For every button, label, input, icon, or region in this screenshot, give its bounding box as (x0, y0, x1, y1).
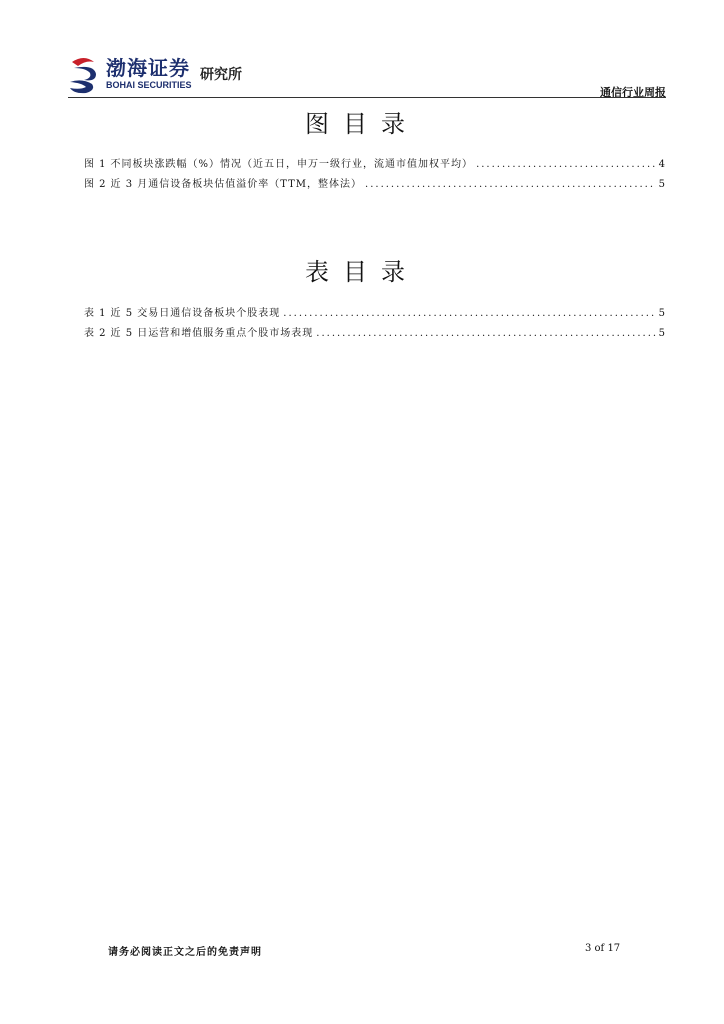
toc-entry-title: 近 3 月通信设备板块估值溢价率（TTM，整体法） (110, 179, 363, 190)
toc-entry-page: 5 (658, 179, 666, 190)
toc-entry-page: 4 (658, 159, 666, 170)
page-header (68, 52, 666, 100)
footer-page-number: 3 of 17 (585, 943, 621, 954)
toc-dot-leader (365, 179, 656, 190)
toc-entry-title: 不同板块涨跌幅（%）情况（近五日，申万一级行业，流通市值加权平均） (110, 159, 474, 170)
toc-dot-leader (476, 159, 656, 170)
toc-entry-table-2[interactable] (84, 324, 666, 344)
toc-entry-title: 近 5 日运营和增值服务重点个股市场表现 (110, 328, 314, 339)
toc-entry-number: 图 1 (84, 159, 107, 170)
toc-entry-page: 5 (658, 308, 666, 319)
toc-entry-title: 近 5 交易日通信设备板块个股表现 (110, 308, 281, 319)
report-type-label: 通信行业周报 (600, 86, 666, 99)
tables-toc-list (84, 304, 666, 344)
header-divider (68, 97, 666, 98)
toc-entry-number: 图 2 (84, 179, 107, 190)
toc-entry-figure-1[interactable] (84, 155, 666, 175)
tables-toc-title: 表目录 (305, 258, 419, 286)
toc-dot-leader (316, 328, 655, 339)
toc-entry-page: 5 (658, 328, 666, 339)
institute-label: 研究所 (200, 67, 242, 83)
toc-entry-table-1[interactable] (84, 304, 666, 324)
brand-name-en: BOHAI SECURITIES (106, 80, 192, 90)
figures-toc-title: 图目录 (305, 110, 419, 138)
footer-disclaimer: 请务必阅读正文之后的免责声明 (108, 947, 262, 958)
toc-entry-number: 表 2 (84, 328, 107, 339)
figures-toc-list (84, 155, 666, 195)
brand-name-cn: 渤海证券 (106, 56, 190, 80)
toc-entry-figure-2[interactable] (84, 175, 666, 195)
toc-entry-number: 表 1 (84, 308, 107, 319)
toc-dot-leader (283, 308, 655, 319)
bohai-logo-icon (68, 56, 100, 94)
